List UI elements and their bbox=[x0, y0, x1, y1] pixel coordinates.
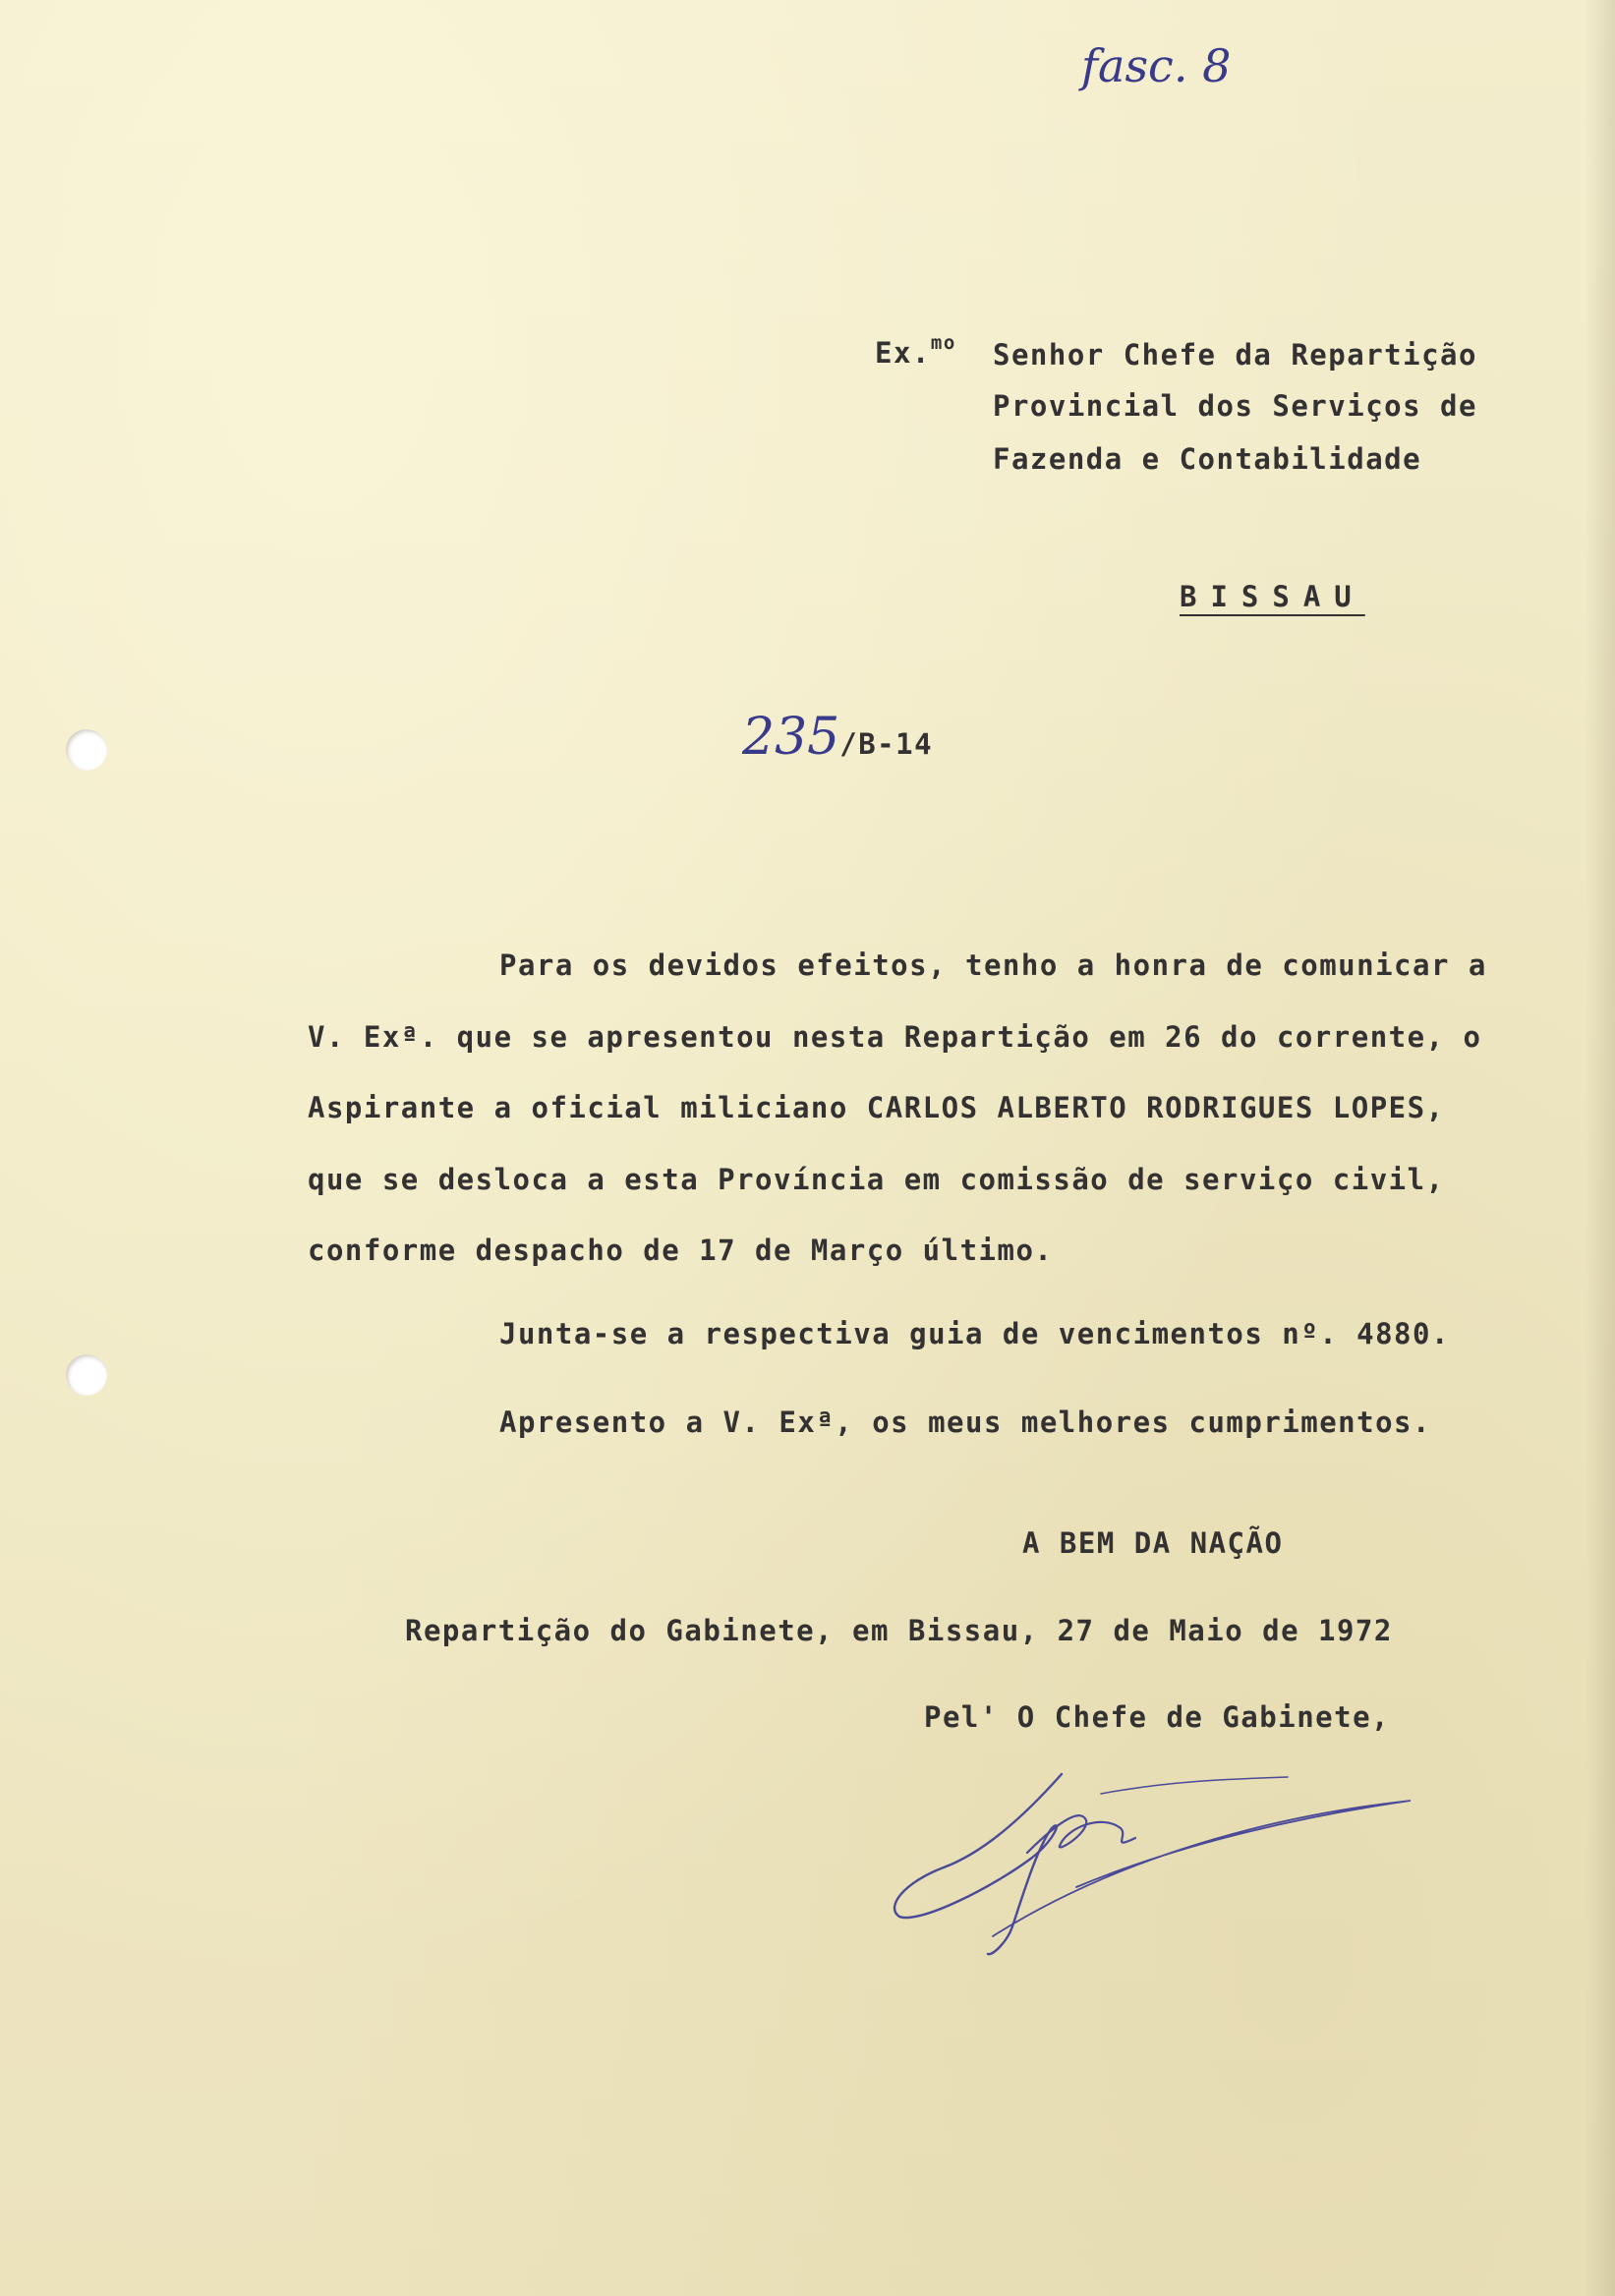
address-line-2: Provincial dos Serviços de bbox=[993, 389, 1477, 423]
body-line-1: Para os devidos efeitos, tenho a honra de comunicar a bbox=[499, 948, 1487, 982]
body-line-2: V. Exª. que se apresentou nesta Repartição em 26 do corrente, o bbox=[308, 1020, 1482, 1054]
punch-hole-bottom bbox=[66, 1354, 107, 1396]
salutation-superscript: mo bbox=[930, 332, 956, 354]
closing-signatory: Pel' O Chefe de Gabinete, bbox=[924, 1700, 1390, 1734]
punch-hole-top bbox=[66, 729, 107, 771]
address-line-1: Senhor Chefe da Repartição bbox=[993, 338, 1477, 372]
handwritten-signature bbox=[875, 1759, 1425, 1976]
reference-handwritten: 235 bbox=[742, 708, 840, 767]
page-edge-shadow bbox=[1586, 0, 1615, 2296]
handwritten-folder-note: fasc. 8 bbox=[1081, 39, 1232, 92]
address-line-3: Fazenda e Contabilidade bbox=[993, 442, 1422, 476]
body-line-3: Aspirante a oficial miliciano CARLOS ALBERTO RODRIGUES LOPES, bbox=[308, 1091, 1445, 1124]
body-line-4: que se desloca a esta Província em comissão de serviço civil, bbox=[308, 1163, 1445, 1196]
salutation-text: Ex. bbox=[875, 336, 931, 370]
closing-place-date: Repartição do Gabinete, em Bissau, 27 de Maio de 1972 bbox=[405, 1614, 1393, 1647]
reference-typed: /B-14 bbox=[839, 727, 934, 761]
body-paragraph-2: Junta-se a respectiva guia de vencimentos nº. 4880. bbox=[499, 1317, 1450, 1350]
reference-number bbox=[742, 708, 933, 767]
body-paragraph-3: Apresento a V. Exª, os meus melhores cumprimentos. bbox=[499, 1406, 1431, 1439]
body-line-5: conforme despacho de 17 de Março último. bbox=[308, 1234, 1054, 1267]
address-city: BISSAU bbox=[1180, 580, 1365, 613]
address-salutation bbox=[875, 332, 956, 370]
closing-motto: A BEM DA NAÇÃO bbox=[1022, 1526, 1284, 1560]
